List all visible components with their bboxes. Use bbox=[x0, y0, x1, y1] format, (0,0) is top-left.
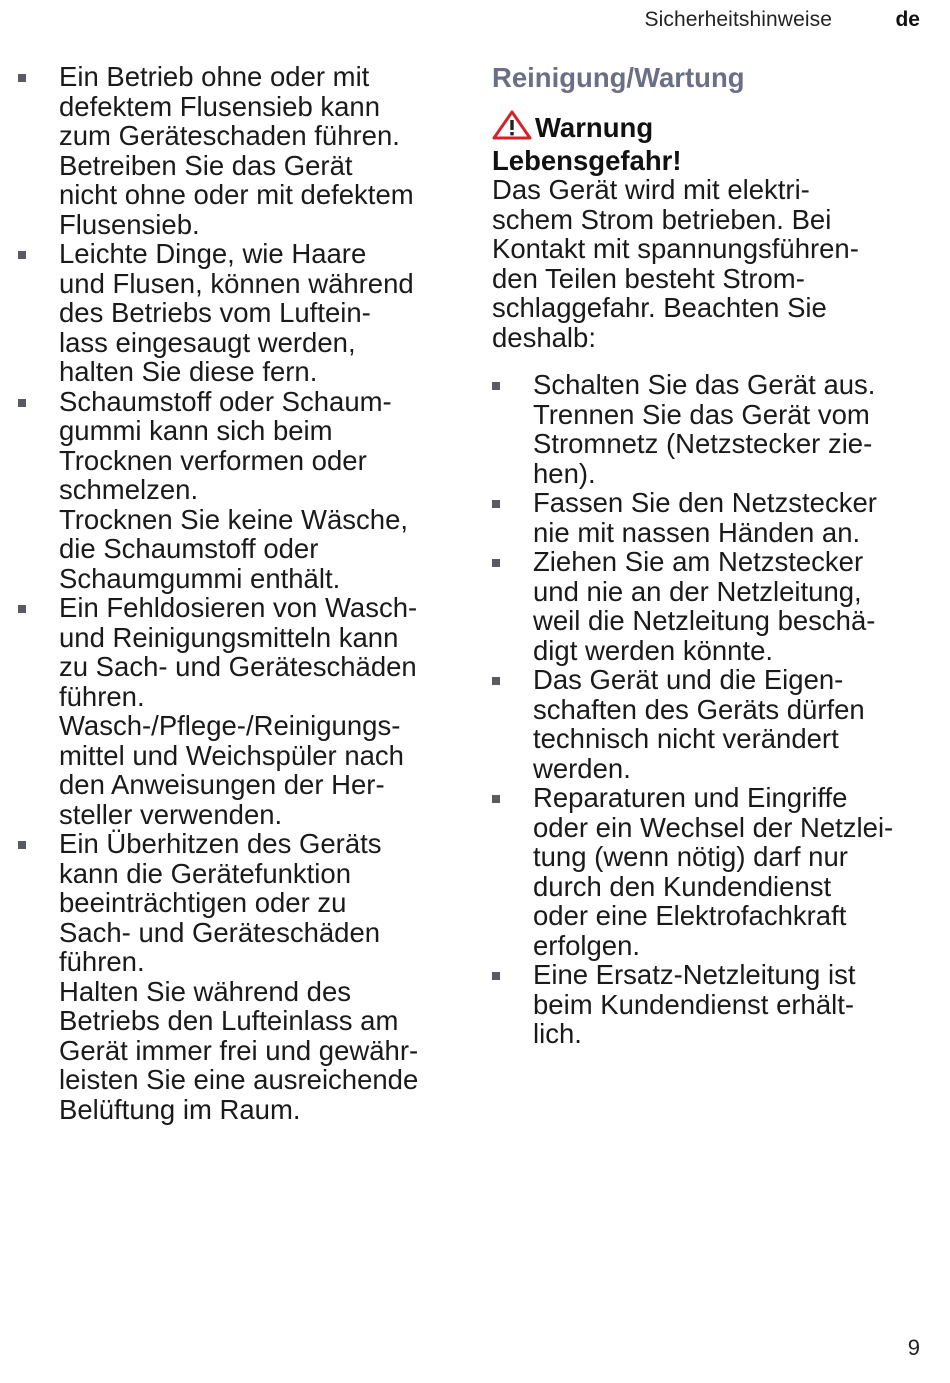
list-item bbox=[492, 960, 932, 1049]
list-item bbox=[18, 593, 458, 829]
list-item-line: den Anweisungen der Her- bbox=[59, 769, 385, 800]
list-item-line: digt werden könnte. bbox=[533, 634, 774, 666]
list-item-line: kann die Gerätefunktion bbox=[59, 857, 351, 889]
warning-body-line: deshalb: bbox=[492, 321, 596, 353]
list-item-line: erfolgen. bbox=[533, 929, 641, 961]
list-item-line: Belüftung im Raum. bbox=[59, 1093, 301, 1125]
running-header-section: Sicherheitshinweise bbox=[644, 8, 832, 31]
list-item-line: Ziehen Sie am Netzstecker bbox=[533, 546, 864, 577]
warning-title bbox=[492, 110, 932, 175]
bullet-square-icon bbox=[492, 795, 500, 803]
warning-triangle-icon bbox=[492, 110, 532, 146]
list-item-line: Das Gerät und die Eigen- bbox=[533, 664, 844, 695]
list-item-line: und nie an der Netzleitung, bbox=[533, 575, 862, 607]
list-item-line: Stromnetz (Netzstecker zie- bbox=[533, 428, 873, 459]
bullet-square-icon bbox=[492, 382, 500, 390]
list-item bbox=[492, 370, 932, 488]
list-item-line: und Reinigungsmitteln kann bbox=[59, 621, 399, 653]
page-number: 9 bbox=[907, 1335, 920, 1360]
list-item-line: Trocknen verformen oder bbox=[59, 444, 367, 476]
list-item-line: Gerät immer frei und gewähr- bbox=[59, 1034, 419, 1066]
list-item-line: hen). bbox=[533, 457, 596, 489]
list-item-line: oder eine Elektrofachkraft bbox=[533, 900, 847, 931]
bullet-square-icon bbox=[492, 972, 500, 980]
list-item bbox=[18, 62, 458, 239]
list-item-line: werden. bbox=[533, 752, 631, 784]
bullet-square-icon bbox=[492, 677, 500, 685]
list-item bbox=[492, 488, 932, 547]
list-item-line: und Flusen, können während bbox=[59, 267, 414, 299]
list-item-line: Flusensieb. bbox=[59, 208, 200, 240]
list-item bbox=[18, 387, 458, 594]
list-item-line: Leichte Dinge, wie Haare bbox=[59, 238, 367, 269]
warning-body-line: den Teilen besteht Strom- bbox=[492, 262, 805, 294]
list-item-line: nie mit nassen Händen an. bbox=[533, 516, 861, 548]
list-item-line: beeinträchtigen oder zu bbox=[59, 887, 347, 918]
bullet-square-icon bbox=[492, 559, 500, 567]
bullet-square-icon bbox=[18, 399, 26, 407]
language-code: de bbox=[895, 8, 920, 31]
list-item-line: nicht ohne oder mit defektem bbox=[59, 179, 414, 210]
list-item-line: zum Geräteschaden führen. bbox=[59, 120, 400, 151]
list-item-line: Wasch-/Pflege-/Reinigungs- bbox=[59, 710, 401, 741]
list-item-line: Eine Ersatz-Netzleitung ist bbox=[533, 959, 856, 990]
list-item-line: schaften des Geräts dürfen bbox=[533, 693, 865, 725]
warning-label: Warnung bbox=[535, 112, 654, 143]
list-item-line: Trocknen Sie keine Wäsche, bbox=[59, 503, 409, 535]
list-item-line: Ein Fehldosieren von Wasch- bbox=[59, 592, 418, 623]
list-item-line: lass eingesaugt werden, bbox=[59, 326, 356, 358]
warning-body-line: Kontakt mit spannungsführen- bbox=[492, 233, 859, 264]
list-item-line: Ein Überhitzen des Geräts bbox=[59, 828, 382, 859]
list-item-line: mittel und Weichspüler nach bbox=[59, 739, 404, 771]
list-item bbox=[18, 829, 458, 1124]
right-column bbox=[492, 62, 932, 1049]
list-item-line: Betreiben Sie das Gerät bbox=[59, 149, 353, 181]
list-item-line: des Betriebs vom Luftein- bbox=[59, 297, 371, 328]
list-item-line: halten Sie diese fern. bbox=[59, 356, 318, 387]
left-column bbox=[18, 62, 458, 1124]
list-item-line: Halten Sie während des bbox=[59, 975, 351, 1007]
list-item-line: durch den Kundendienst bbox=[533, 870, 832, 902]
left-bullet-list bbox=[18, 62, 458, 1124]
list-item-line: zu Sach- und Geräteschäden bbox=[59, 651, 417, 682]
list-item-line: Fassen Sie den Netzstecker bbox=[533, 487, 877, 518]
warning-block bbox=[492, 110, 932, 352]
list-item-line: weil die Netzleitung beschä- bbox=[533, 605, 876, 636]
list-item bbox=[492, 665, 932, 783]
list-item-line: tung (wenn nötig) darf nur bbox=[533, 841, 848, 872]
bullet-square-icon bbox=[492, 500, 500, 508]
warning-body-line: Das Gerät wird mit elektri- bbox=[492, 174, 810, 205]
bullet-square-icon bbox=[18, 605, 26, 613]
warning-subtitle: Lebensgefahr! bbox=[492, 144, 682, 176]
list-item bbox=[492, 783, 932, 960]
list-item-line: beim Kundendienst erhält- bbox=[533, 988, 855, 1020]
list-item bbox=[18, 239, 458, 387]
list-item-line: defektem Flusensieb kann bbox=[59, 90, 381, 122]
list-item-line: Schalten Sie das Gerät aus. bbox=[533, 369, 876, 400]
warning-body-line: schlaggefahr. Beachten Sie bbox=[492, 292, 827, 323]
list-item-line: führen. bbox=[59, 946, 145, 977]
warning-body bbox=[492, 175, 932, 352]
list-item-line: gummi kann sich beim bbox=[59, 415, 333, 446]
list-item-line: Schaumstoff oder Schaum- bbox=[59, 385, 392, 417]
list-item-line: Ein Betrieb ohne oder mit bbox=[59, 61, 370, 92]
list-item bbox=[492, 547, 932, 665]
bullet-square-icon bbox=[18, 74, 26, 82]
list-item-line: leisten Sie eine ausreichende bbox=[59, 1064, 419, 1095]
list-item-line: die Schaumstoff oder bbox=[59, 533, 319, 564]
list-item-line: Betriebs den Lufteinlass am bbox=[59, 1005, 399, 1036]
list-item-line: technisch nicht verändert bbox=[533, 723, 839, 754]
list-item-line: Trennen Sie das Gerät vom bbox=[533, 398, 870, 430]
warning-body-line: schem Strom betrieben. Bei bbox=[492, 203, 832, 235]
right-bullet-list bbox=[492, 370, 932, 1049]
bullet-square-icon bbox=[18, 251, 26, 259]
section-heading: Reinigung/Wartung bbox=[492, 62, 745, 93]
list-item-line: führen. bbox=[59, 680, 145, 712]
bullet-square-icon bbox=[18, 841, 26, 849]
list-item-line: oder ein Wechsel der Netzlei- bbox=[533, 811, 894, 843]
list-item-line: schmelzen. bbox=[59, 474, 199, 505]
list-item-line: Reparaturen und Eingriffe bbox=[533, 782, 848, 813]
list-item-line: Schaumgummi enthält. bbox=[59, 562, 341, 594]
list-item-line: steller verwenden. bbox=[59, 798, 283, 830]
list-item-line: lich. bbox=[533, 1018, 582, 1049]
list-item-line: Sach- und Geräteschäden bbox=[59, 916, 381, 948]
